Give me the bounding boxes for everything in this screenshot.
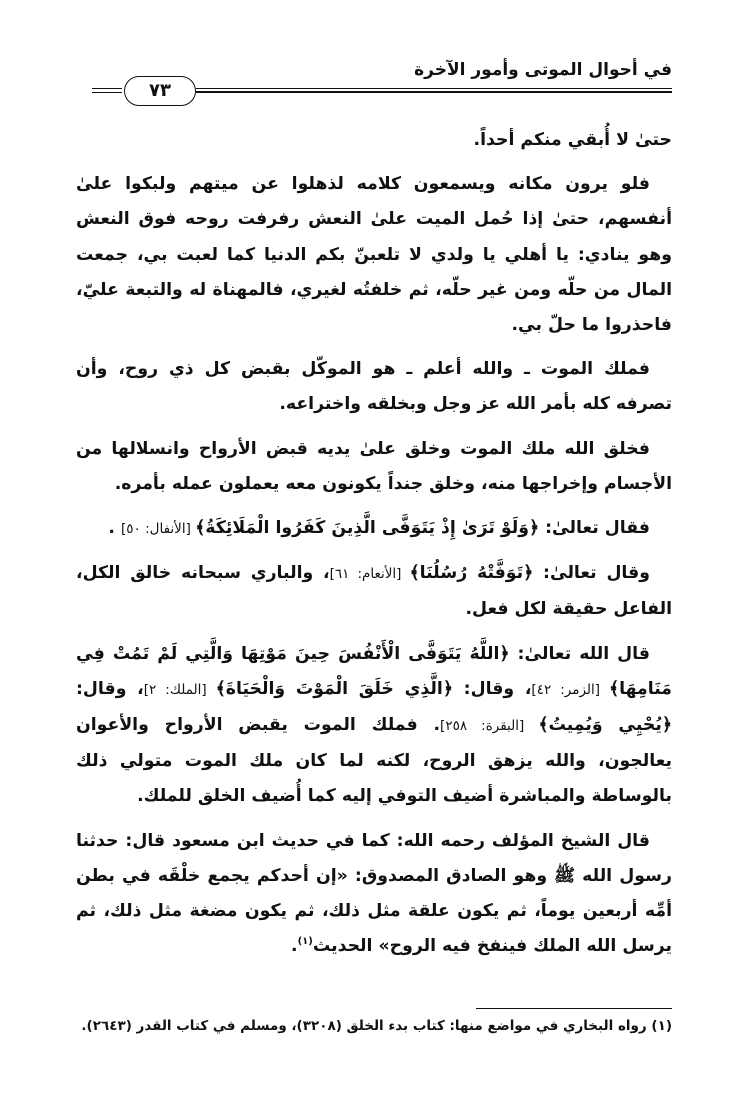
paragraph-5	[76, 511, 672, 547]
paragraph-5-tail: .	[108, 518, 122, 539]
main-text	[76, 123, 672, 973]
paragraph-6	[76, 556, 672, 627]
paragraph-1: حتىٰ لا أُبقي منكم أحداً.	[473, 130, 672, 150]
page-number: ٧٣	[124, 76, 196, 106]
footnote-marker[interactable]: (١)	[297, 936, 313, 948]
paragraph-8-end: .	[290, 936, 298, 957]
footnote-separator	[476, 1008, 672, 1009]
header-rule-thick	[196, 91, 672, 93]
verse-reference: [الأنعام: ٦١]	[329, 566, 410, 583]
verse-reference: [الملك: ٢]	[143, 681, 216, 698]
paragraph-7-tail: . فملك الموت يقبض الأرواح والأعوان يعالجون، والله يزهق الروح، لكنه لما كان ملك الموت متولي ذلك بالوساطة والمباشرة أضيف التوفي إليه كما أُضيف الخلق للملك.	[76, 715, 672, 807]
page-header	[92, 56, 672, 108]
paragraph-2: فلو يرون مكانه ويسمعون كلامه لذهلوا عن ميتهم ولبكوا علىٰ أنفسهم، حتىٰ إذا حُمل الميت علىٰ النعش رفرفت روحه فوق النعش وهو ينادي: يا أهلي يا ولدي لا تلعبنّ بكم الدنيا كما لعبت بي، جمعت المال من حلّه ومن غير حلّه، ثم خلفتُه لغيري، فالمهناة له والتبعة عليّ، فاحذروا ما حلّ بي.	[76, 174, 672, 336]
paragraph-7-connector: ، وقال:	[452, 678, 532, 699]
paragraph-6-tail: ، والباري سبحانه خالق الكل، الفاعل حقيقة لكل فعل.	[76, 563, 672, 620]
paragraph-7-lead: قال الله تعالىٰ:	[509, 643, 650, 664]
hadith-text: قال الشيخ المؤلف رحمه الله: كما في حديث ابن مسعود قال: حدثنا رسول الله ﷺ وهو الصادق المصدوق: «إن أحدكم يجمع خلْقَه في بطن أمِّه أربعين يوماً، ثم يكون علقة مثل ذلك، ثم يكون مضغة مثل ذلك، ثم يرسل الله الملك فينفخ فيه الروح» الحديث	[76, 830, 672, 957]
verse-reference: [الأنفال: ٥٠]	[121, 521, 196, 538]
header-rule-left-bottom	[92, 92, 122, 93]
paragraph-8	[76, 824, 672, 965]
paragraph-3: فملك الموت ـ والله أعلم ـ هو الموكّل بقبض كل ذي روح، وأن تصرفه كله بأمر الله عز وجل وبخلقه واختراعه.	[76, 359, 672, 415]
quran-verse: ﴿وَلَوْ تَرَىٰ إِذْ يَتَوَفَّى الَّذِينَ كَفَرُوا الْمَلَائِكَةُ﴾	[195, 518, 540, 539]
quran-verse: ﴿تَوَفَّتْهُ رُسُلُنَا﴾	[409, 563, 534, 584]
verse-reference: [الزمر: ٤٢]	[531, 681, 610, 698]
paragraph-4: فخلق الله ملك الموت وخلق علىٰ يديه قبض الأرواح وانسلالها من الأجسام وإخراجها منه، وخلق جنداً يكونون معه يعملون عمله بأمره.	[76, 438, 672, 494]
paragraph-7-connector: ، وقال:	[76, 678, 144, 699]
paragraph-7	[76, 637, 672, 815]
footnote: (١) رواه البخاري في مواضع منها: كتاب بدء الخلق (٣٢٠٨)، ومسلم في كتاب القدر (٢٦٤٣).	[81, 1018, 672, 1034]
running-title: في أحوال الموتى وأمور الآخرة	[414, 60, 672, 80]
quran-verse: ﴿اللَّهُ يَتَوَفَّى الْأَنْفُسَ حِينَ مَوْتِهَا وَالَّتِي لَمْ تَمُتْ فِي مَنَامِهَا﴾	[76, 643, 672, 699]
quran-verse: ﴿الَّذِي خَلَقَ الْمَوْتَ وَالْحَيَاةَ﴾	[215, 678, 453, 699]
header-rule-left-top	[92, 88, 122, 89]
paragraph-6-lead: وقال تعالىٰ:	[533, 563, 650, 584]
paragraph-5-lead: فقال تعالىٰ:	[539, 518, 650, 539]
verse-reference: [البقرة: ٢٥٨]	[440, 718, 539, 735]
quran-verse: ﴿يُحْيِي وَيُمِيتُ﴾	[538, 715, 672, 736]
header-rule-thin	[196, 88, 672, 89]
